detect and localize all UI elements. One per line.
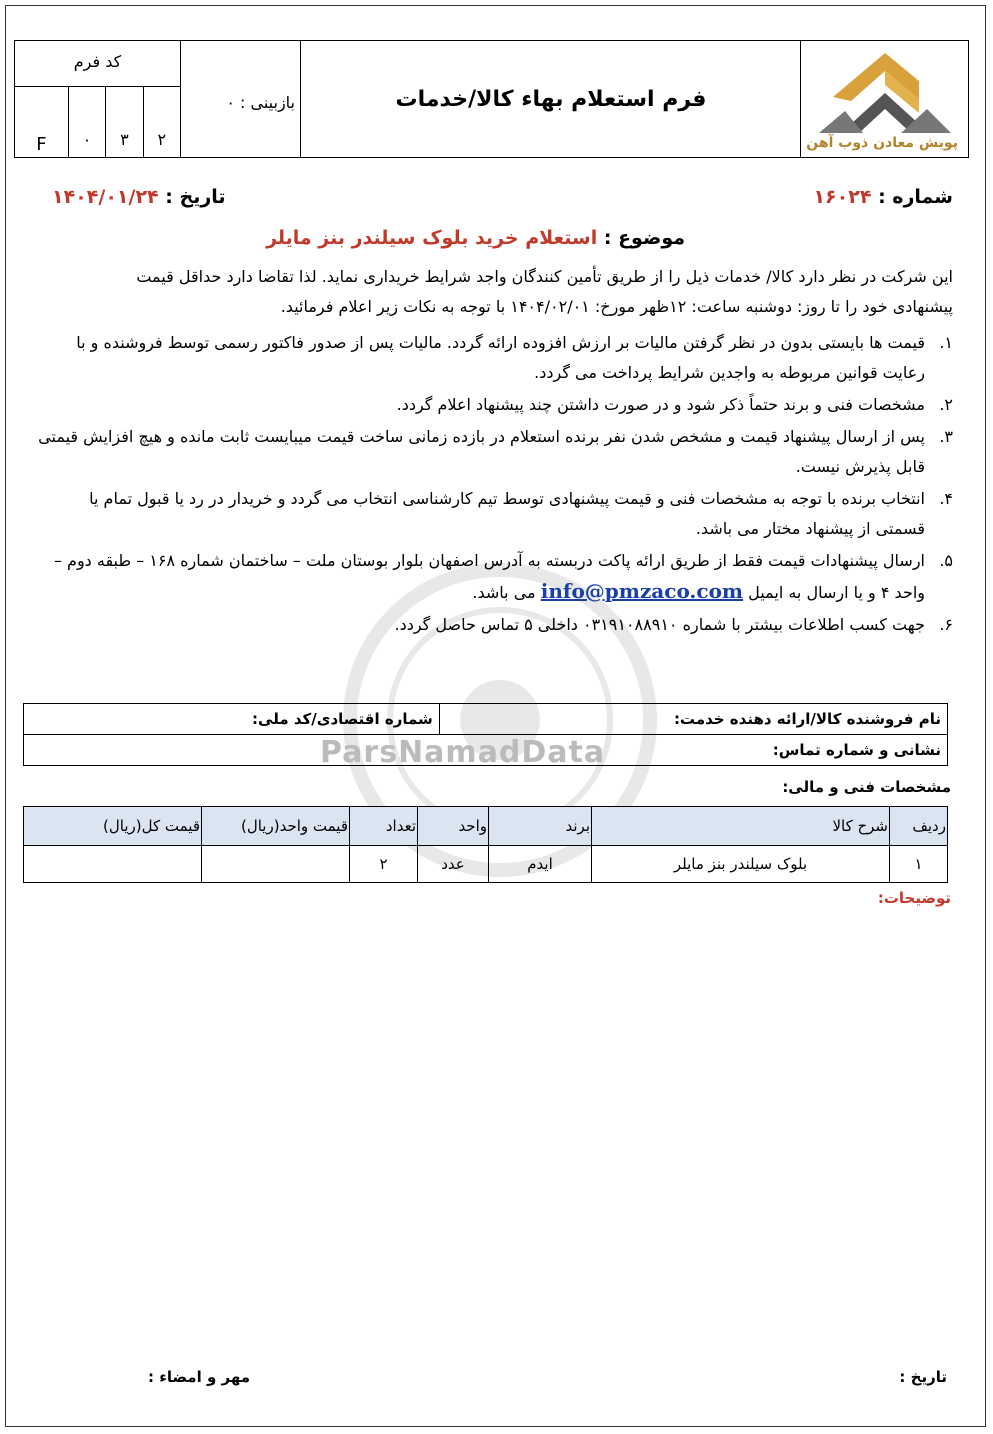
notes-label: توضیحات: <box>877 889 951 907</box>
column-header: تعداد <box>350 807 418 846</box>
condition-item <box>38 328 953 388</box>
condition-text: جهت کسب اطلاعات بیشتر با شماره ۰۳۱۹۱۰۸۸۹۱۰ داخلی ۵ تماس حاصل گردد. <box>394 615 925 634</box>
code-digit: ۳ <box>106 86 143 157</box>
form-header <box>14 40 969 158</box>
total-price-cell[interactable] <box>24 846 202 883</box>
vendor-table <box>23 703 948 766</box>
table-cell: بلوک سیلندر بنز مایلر <box>592 846 890 883</box>
number-row <box>813 186 953 208</box>
form-code-label: کد فرم <box>15 41 180 87</box>
economic-code-label: شماره اقتصادی/کد ملی: <box>252 710 433 728</box>
number-label: شماره : <box>878 186 953 208</box>
condition-item <box>38 484 953 544</box>
condition-item <box>38 546 953 608</box>
conditions-list <box>38 328 953 642</box>
date-row <box>52 186 226 208</box>
condition-number: ۳. <box>939 427 953 446</box>
table-cell: ایدم <box>489 846 592 883</box>
economic-code-cell[interactable] <box>24 704 440 735</box>
revision-label: بازبینی : ۰ <box>226 93 295 112</box>
tech-financial-label: مشخصات فنی و مالی: <box>782 778 951 796</box>
table-row <box>24 846 948 883</box>
address-label: نشانی و شماره تماس: <box>772 741 941 759</box>
revision-cell <box>180 41 301 157</box>
number-value: ۱۶۰۲۴ <box>813 186 872 208</box>
code-digit: ۲ <box>157 130 167 149</box>
condition-item <box>38 422 953 482</box>
table-header-row <box>24 807 948 846</box>
column-header: برند <box>489 807 592 846</box>
condition-tail: می باشد. <box>472 583 536 602</box>
code-digit: ۰ <box>69 86 106 157</box>
condition-number: ۲. <box>939 395 953 414</box>
seller-name-cell[interactable] <box>439 704 947 735</box>
seller-name-label: نام فروشنده کالا/ارائه دهنده خدمت: <box>673 710 941 728</box>
column-header: قیمت واحد(ریال) <box>202 807 350 846</box>
address-cell[interactable] <box>24 735 948 766</box>
condition-text: پس از ارسال پیشنهاد قیمت و مشخص شدن نفر برنده استعلام در بازده زمانی ساخت قیمت میبایست ثابت مانده و هیچ افزایش قیمتی قابل پذیرش نیست. <box>38 427 925 476</box>
date-label: تاریخ : <box>165 186 226 208</box>
form-title: فرم استعلام بهاء کالا/خدمات <box>395 86 707 112</box>
intro-line: این شرکت در نظر دارد کالا/ خدمات ذیل را از طریق تأمین کنندگان واجد شرایط خریداری نماید. لذا تقاضا دارد حداقل قیمت <box>136 267 953 286</box>
condition-number: ۶. <box>939 615 953 634</box>
unit-price-cell[interactable] <box>202 846 350 883</box>
condition-text: مشخصات فنی و برند حتماً ذکر شود و در صورت داشتن چند پیشنهاد اعلام گردد. <box>396 395 925 414</box>
logo-cell <box>800 41 968 157</box>
table-cell: ۲ <box>350 846 418 883</box>
column-header: واحد <box>418 807 489 846</box>
condition-number: ۵. <box>939 551 953 570</box>
table-cell: ۱ <box>890 846 948 883</box>
condition-item <box>38 610 953 640</box>
date-value: ۱۴۰۴/۰۱/۲۴ <box>52 186 159 208</box>
condition-item <box>38 390 953 420</box>
condition-text: قیمت ها بایستی بدون در نظر گرفتن مالیات بر ارزش افزوده ارائه گردد. مالیات پس از صدور فاکتور رسمی توسط فروشنده و با رعایت قوانین مربوطه به واجدین شرایط پرداخت می گردد. <box>76 333 925 382</box>
condition-text: ارسال پیشنهادات قیمت فقط از طریق ارائه پاکت دربسته به آدرس اصفهان بلوار بوستان ملت – ساختمان شماره ۱۶۸ – طبقه دوم – واحد ۴ و یا ارسال به ایمیل <box>53 551 925 602</box>
intro-line: پیشنهادی خود را تا روز: دوشنبه ساعت: ۱۲ظهر مورخ: ۱۴۰۴/۰۲/۰۱ با توجه به نکات زیر اعلام فرمائید. <box>280 297 953 316</box>
subject-row <box>266 227 685 249</box>
condition-number: ۱. <box>939 333 953 352</box>
form-code-cell <box>15 41 181 157</box>
footer-date-label: تاریخ : <box>899 1368 947 1386</box>
email-link[interactable]: info@pmzaco.com <box>540 579 744 603</box>
column-header: قیمت کل(ریال) <box>24 807 202 846</box>
form-code-digits <box>15 86 180 157</box>
items-table <box>23 806 948 883</box>
code-digit: F <box>15 86 69 157</box>
column-header: شرح کالا <box>592 807 890 846</box>
subject-value: استعلام خرید بلوک سیلندر بنز مایلر <box>266 227 598 249</box>
condition-text: انتخاب برنده با توجه به مشخصات فنی و قیمت پیشنهادی توسط تیم کارشناسی انتخاب می گردد و خریدار در رد یا قبول تمام یا قسمتی از پیشنهاد مختار می باشد. <box>89 489 925 538</box>
seal-signature-label: مهر و امضاء : <box>148 1368 251 1386</box>
table-cell: عدد <box>418 846 489 883</box>
intro-paragraph <box>38 262 953 322</box>
title-cell <box>300 41 801 157</box>
condition-number: ۴. <box>939 489 953 508</box>
logo-text: پویش معادن ذوب آهن <box>806 135 958 151</box>
column-header: ردیف <box>890 807 948 846</box>
subject-label: موضوع : <box>603 227 685 249</box>
watermark-text: ParsNamadData <box>320 735 606 770</box>
